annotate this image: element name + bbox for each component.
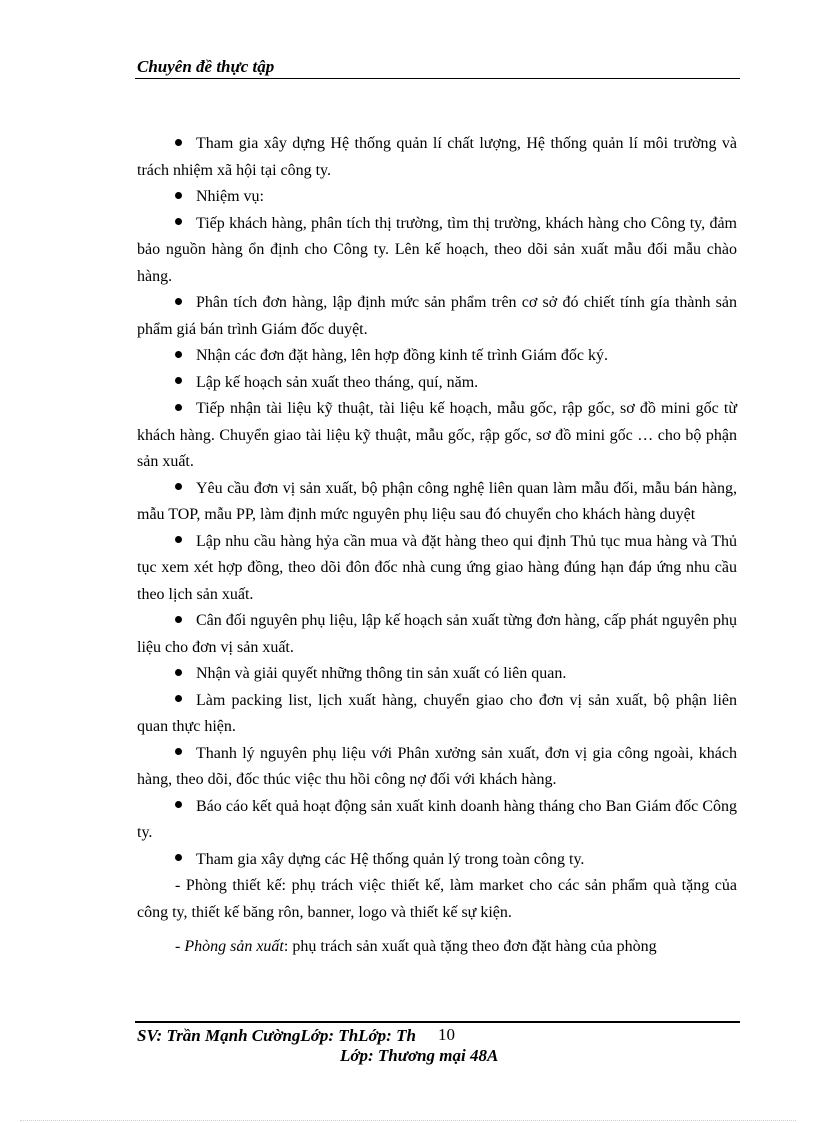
bullet-icon (175, 218, 182, 225)
bullet-item: Tham gia xây dựng Hệ thống quản lí chất lượng, Hệ thống quản lí môi trường và trách nhiệm xã hội tại công ty. (137, 135, 737, 179)
bullet-icon (175, 483, 182, 490)
design-department-paragraph: - Phòng thiết kế: phụ trách việc thiết kế, làm market cho các sản phẩm quà tặng của công ty, thiết kế băng rôn, banner, logo và thiết kế sự kiện. (137, 877, 737, 921)
footer-class: Lớp: Thương mại 48A (340, 1046, 499, 1065)
bullet-item: Lập nhu cầu hàng hỷa cần mua và đặt hàng theo qui định Thủ tục mua hàng và Thủ tục xem xét hợp đồng, theo dõi đôn đốc nhà cung ứng giao hàng đúng hạn đáp ứng nhu cầu theo lịch sản xuất. (137, 532, 737, 603)
bullet-icon (175, 351, 182, 358)
page-bottom-border (20, 1120, 796, 1121)
header-title: Chuyên đề thực tập (137, 57, 275, 76)
page-number: 10 (438, 1025, 455, 1044)
bullet-icon (175, 536, 182, 543)
production-department-paragraph: - Phòng sản xuất: phụ trách sản xuất quà tặng theo đơn đặt hàng của phòng (175, 938, 657, 955)
bullet-item: Cân đối nguyên phụ liệu, lập kế hoạch sản xuất từng đơn hàng, cấp phát nguyên phụ liệu cho đơn vị sản xuất. (137, 612, 737, 656)
bullet-icon (175, 139, 182, 146)
bullet-icon (175, 377, 182, 384)
bullet-item: Thanh lý nguyên phụ liệu với Phân xưởng sản xuất, đơn vị gia công ngoài, khách hàng, theo dõi, đốc thúc việc thu hồi công nợ đối với khách hàng. (137, 744, 737, 788)
footer-divider (135, 1021, 740, 1023)
bullet-icon (175, 404, 182, 411)
bullet-item: Yêu cầu đơn vị sản xuất, bộ phận công nghệ liên quan làm mẫu đối, mẫu bán hàng, mẫu TOP, mẫu PP, làm định mức nguyên phụ liệu sau đó chuyển cho khách hàng duyệt (137, 479, 737, 523)
bullet-icon (175, 669, 182, 676)
bullet-item: Lập kế hoạch sản xuất theo tháng, quí, năm. (137, 370, 737, 397)
production-department-name: Phòng sản xuất (184, 938, 284, 955)
bullet-icon (175, 695, 182, 702)
bullet-item: Báo cáo kết quả hoạt động sản xuất kinh doanh hàng tháng cho Ban Giám đốc Công ty. (137, 797, 737, 841)
bullet-icon (175, 616, 182, 623)
bullet-icon (175, 748, 182, 755)
bullet-item: Tiếp nhận tài liệu kỹ thuật, tài liệu kế hoạch, mẫu gốc, rập gốc, sơ đồ mini gốc từ khách hàng. Chuyển giao tài liệu kỹ thuật, mẫu gốc, rập gốc, sơ đồ mini gốc … cho bộ phận sản xuất. (137, 400, 737, 470)
bullet-item: Nhận các đơn đặt hàng, lên hợp đồng kinh tế trình Giám đốc ký. (137, 343, 737, 370)
footer-student: SV: Trần Mạnh CườngLớp: ThLớp: Th (137, 1026, 416, 1045)
header-divider (135, 78, 740, 79)
bullet-icon (175, 801, 182, 808)
bullet-item: Làm packing list, lịch xuất hàng, chuyển giao cho đơn vị sản xuất, bộ phận liên quan thực hiện. (137, 691, 737, 735)
bullet-item: Tiếp khách hàng, phân tích thị trường, tìm thị trường, khách hàng cho Công ty, đảm bảo nguồn hàng ổn định cho Công ty. Lên kế hoạch, theo dõi sản xuất mẫu đối mẫu chào hàng. (137, 214, 737, 285)
bullet-icon (175, 192, 182, 199)
bullet-icon (175, 854, 182, 861)
document-body (137, 131, 737, 961)
bullet-item: Nhiệm vụ: (137, 184, 737, 211)
bullet-item: Nhận và giải quyết những thông tin sản xuất có liên quan. (137, 661, 737, 688)
bullet-item: Tham gia xây dựng các Hệ thống quản lý trong toàn công ty. (137, 847, 737, 874)
bullet-item: Phân tích đơn hàng, lập định mức sản phẩm trên cơ sở đó chiết tính gía thành sản phẩm giá bán trình Giám đốc duyệt. (137, 294, 737, 338)
bullet-icon (175, 298, 182, 305)
